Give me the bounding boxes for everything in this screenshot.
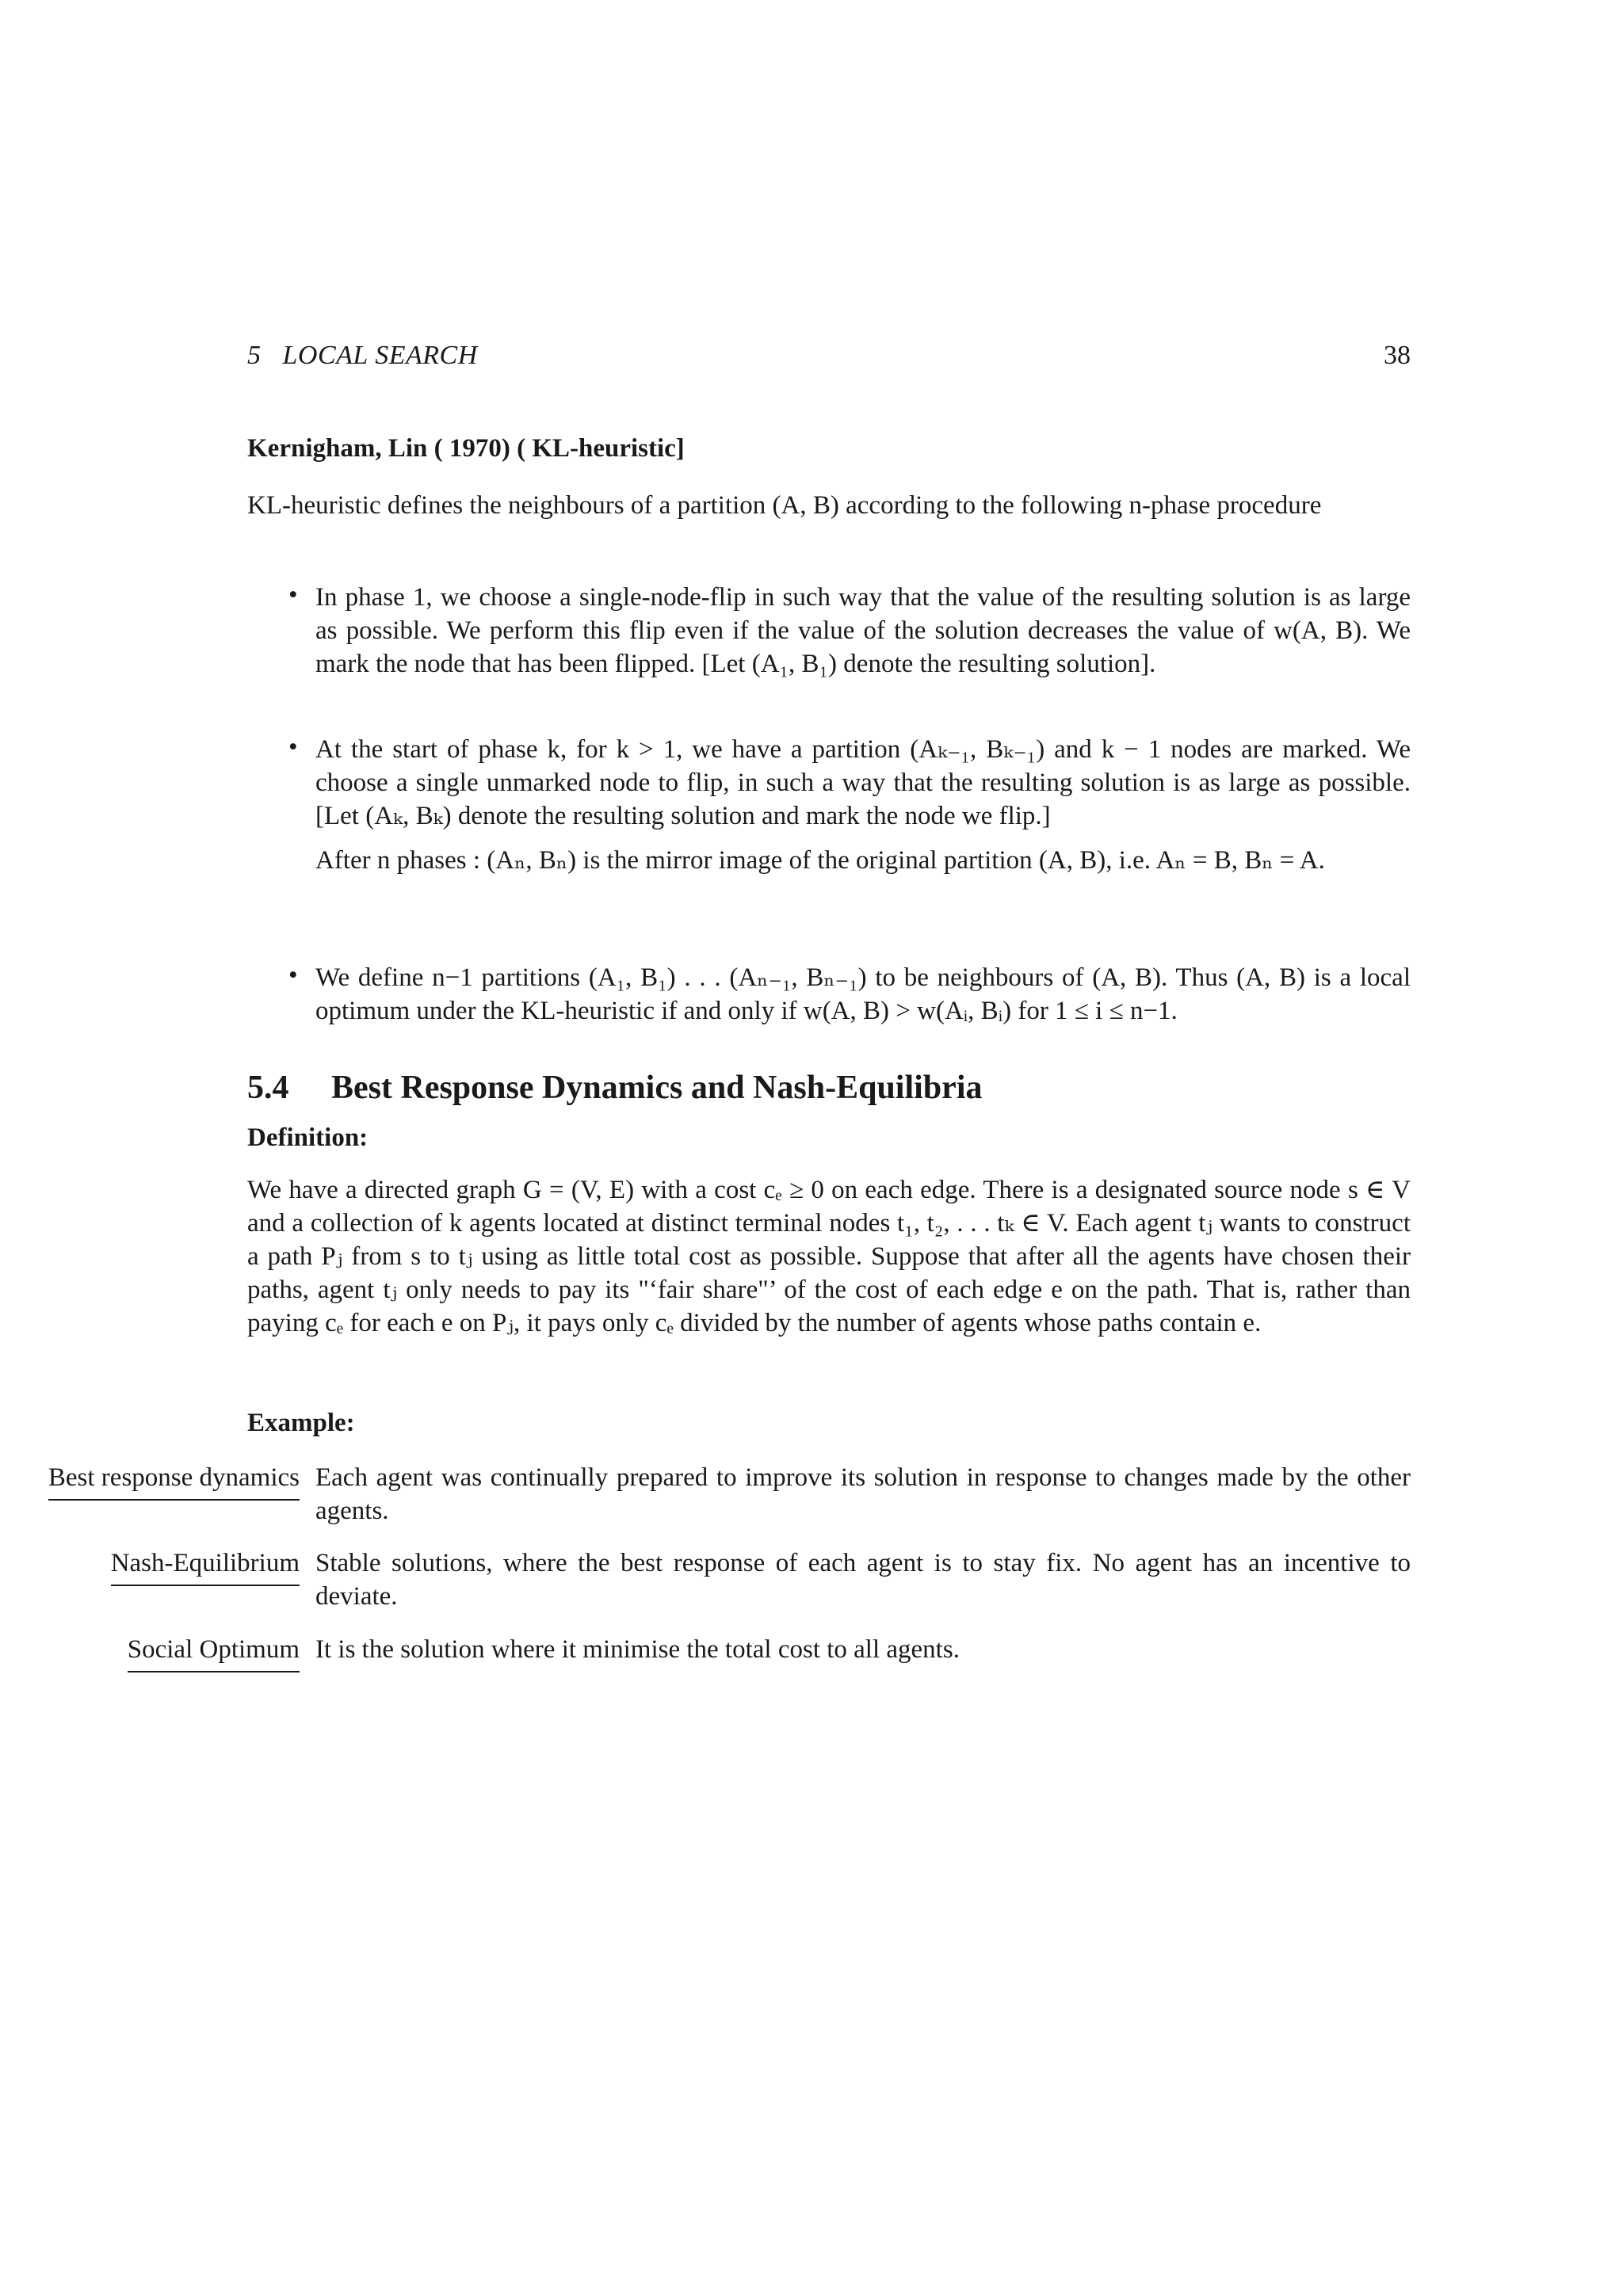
definition-term: Best response dynamics (48, 1461, 300, 1501)
kl-intro (247, 489, 1411, 522)
bullet-icon: • (288, 961, 298, 990)
after-phases-text: After n phases : (Aₙ, Bₙ) is the mirror image of the original partition (A, B), i.e. Aₙ = B, Bₙ = A. (315, 846, 1325, 875)
definition-label (247, 1123, 1411, 1153)
section-number: 5.4 (247, 1070, 289, 1106)
kl-bullet-list (247, 581, 1411, 681)
example-label (247, 1409, 1411, 1438)
example-label-text: Example: (247, 1409, 355, 1437)
page-number: 38 (1384, 341, 1411, 370)
bullet-icon: • (288, 733, 298, 761)
definition-term: Nash-Equilibrium (111, 1547, 300, 1586)
kl-heading-text: Kernigham, Lin ( 1970) ( KL-heuristic] (247, 434, 685, 463)
list-item (247, 733, 1411, 877)
definition-label-text: Definition: (247, 1123, 369, 1152)
kl-intro-text: KL-heuristic defines the neighbours of a partition (A, B) according to the following n-phase procedure (247, 491, 1322, 520)
bullet-text: In phase 1, we choose a single-node-flip in such way that the value of the resulting solution is as large as possible. We perform this flip even if the value of the solution decreases the value of w(A, B). We mark the node that has been flipped. [Let (A₁, B₁) denote the resulting solution]. (315, 583, 1411, 678)
section-title: Best Response Dynamics and Nash-Equilibria (331, 1070, 983, 1106)
section-heading (247, 1068, 1411, 1108)
bullet-text: We define n−1 partitions (A₁, B₁) . . . (Aₙ₋₁, Bₙ₋₁) to be neighbours of (A, B). Thus (A, B) is a local optimum under the KL-heuristic if and only if w(A, B) > w(Aᵢ, Bᵢ) for 1 ≤ i ≤ n−1. (315, 963, 1411, 1025)
definition-desc: It is the solution where it minimise the total cost to all agents. (315, 1635, 960, 1664)
definition-desc: Stable solutions, where the best response of each agent is to stay fix. No agent has an incentive to deviate. (315, 1549, 1411, 1611)
definition-text: We have a directed graph G = (V, E) with a cost cₑ ≥ 0 on each edge. There is a designated source node s ∈ V and a collection of k agents located at distinct terminal nodes t₁, t₂, . . . tₖ ∈ V. Each agent tⱼ wants to construct a path Pⱼ from s to tⱼ using as little total cost as possible. Suppose that after all the agents have chosen their paths, agent tⱼ only needs to pay its "‘fair share"’ of the cost of each edge e on the path. That is, rather than paying cₑ for each e on Pⱼ, it pays only cₑ divided by the number of agents whose paths contain e. (247, 1176, 1411, 1337)
kl-bullet-list-3 (247, 961, 1411, 1028)
bullet-text: At the start of phase k, for k > 1, we have a partition (Aₖ₋₁, Bₖ₋₁) and k − 1 nodes are marked. We choose a single unmarked node to flip, in such a way that the resulting solution is as large as possible. [Let (Aₖ, Bₖ) denote the resulting solution and mark the node we flip.] (315, 735, 1411, 830)
header-section-title: 5 LOCAL SEARCH (247, 341, 478, 370)
kl-heading (247, 434, 1411, 463)
bullet-icon: • (288, 581, 298, 609)
list-item (247, 961, 1411, 1028)
definition-paragraph (247, 1173, 1411, 1340)
definition-desc: Each agent was continually prepared to improve its solution in response to changes made by the other agents. (315, 1463, 1411, 1525)
running-header (247, 341, 1411, 371)
list-item (247, 581, 1411, 681)
kl-bullet-list-2 (247, 733, 1411, 877)
definition-term: Social Optimum (128, 1633, 300, 1672)
